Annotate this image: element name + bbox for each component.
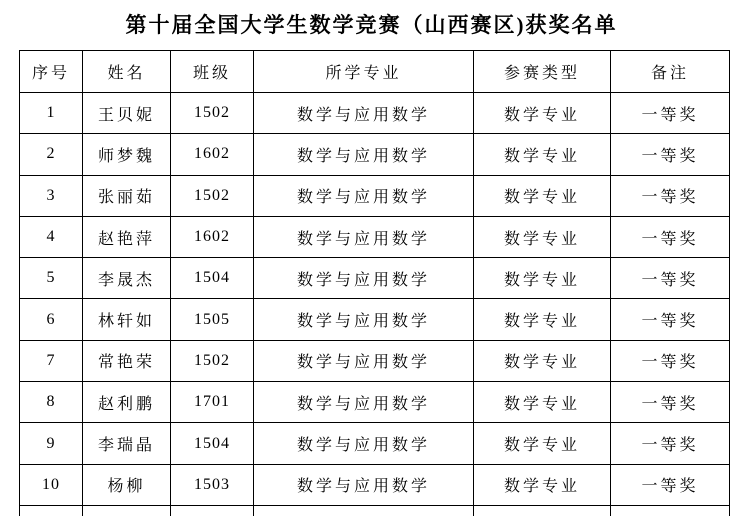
table-cell: 10: [20, 464, 83, 505]
header-row: [20, 51, 730, 93]
table-cell: 1502: [171, 340, 254, 381]
table-cell: 数学与应用数学: [254, 134, 474, 175]
table-cell: 一等奖: [611, 258, 730, 299]
header-cell: 参赛类型: [474, 51, 611, 93]
table-cell: 数学与应用数学: [254, 258, 474, 299]
table-cell: 数学专业: [474, 382, 611, 423]
table-cell: 张丽茹: [83, 175, 171, 216]
table-row: [20, 299, 730, 340]
table-cell: [611, 505, 730, 516]
table-row: [20, 258, 730, 299]
table-cell: 王贝妮: [83, 93, 171, 134]
table-cell: 杨柳: [83, 464, 171, 505]
table-cell: [171, 505, 254, 516]
table-cell: 7: [20, 340, 83, 381]
table-row-partial: [20, 505, 730, 516]
table-cell: 1505: [171, 299, 254, 340]
table-cell: 数学与应用数学: [254, 216, 474, 257]
table-cell: 8: [20, 382, 83, 423]
table-cell: 师梦魏: [83, 134, 171, 175]
table-cell: 1: [20, 93, 83, 134]
table-cell: 数学专业: [474, 258, 611, 299]
table-cell: 数学与应用数学: [254, 423, 474, 464]
table-row: [20, 93, 730, 134]
awards-table: [19, 50, 730, 516]
table-header: [20, 51, 730, 93]
table-row: [20, 423, 730, 464]
table-cell: 数学专业: [474, 423, 611, 464]
table-cell: 9: [20, 423, 83, 464]
table-cell: 数学专业: [474, 175, 611, 216]
table-cell: 一等奖: [611, 423, 730, 464]
header-cell: 班级: [171, 51, 254, 93]
table-cell: 数学与应用数学: [254, 382, 474, 423]
table-row: [20, 340, 730, 381]
table-cell: 4: [20, 216, 83, 257]
header-cell: 备注: [611, 51, 730, 93]
table-cell: 一等奖: [611, 93, 730, 134]
table-cell: 李瑞晶: [83, 423, 171, 464]
table-cell: 赵艳萍: [83, 216, 171, 257]
table-cell: 1602: [171, 134, 254, 175]
table-cell: [20, 505, 83, 516]
table-cell: 一等奖: [611, 175, 730, 216]
table-cell: 数学与应用数学: [254, 175, 474, 216]
table-cell: 1502: [171, 175, 254, 216]
table-cell: 一等奖: [611, 464, 730, 505]
table-cell: 6: [20, 299, 83, 340]
table-cell: 5: [20, 258, 83, 299]
table-cell: 2: [20, 134, 83, 175]
table-row: [20, 216, 730, 257]
table-cell: 1602: [171, 216, 254, 257]
table-cell: 一等奖: [611, 299, 730, 340]
table-cell: 数学专业: [474, 340, 611, 381]
table-cell: 1503: [171, 464, 254, 505]
table-cell: 数学专业: [474, 216, 611, 257]
table-cell: 一等奖: [611, 382, 730, 423]
header-cell: 姓名: [83, 51, 171, 93]
header-cell: 所学专业: [254, 51, 474, 93]
page-title: 第十届全国大学生数学竞赛（山西赛区)获奖名单: [125, 13, 618, 37]
table-cell: 林轩如: [83, 299, 171, 340]
table-cell: 数学专业: [474, 464, 611, 505]
table-cell: 数学专业: [474, 299, 611, 340]
table-cell: 数学与应用数学: [254, 464, 474, 505]
table-cell: 一等奖: [611, 216, 730, 257]
table-row: [20, 382, 730, 423]
table-cell: 李晟杰: [83, 258, 171, 299]
table-cell: 一等奖: [611, 340, 730, 381]
table-row: [20, 175, 730, 216]
header-cell: 序号: [20, 51, 83, 93]
table-row: [20, 464, 730, 505]
table-row: [20, 134, 730, 175]
table-cell: 数学专业: [474, 93, 611, 134]
table-cell: 数学专业: [474, 134, 611, 175]
table-cell: 数学与应用数学: [254, 299, 474, 340]
table-cell: 一等奖: [611, 134, 730, 175]
table-cell: 数学与应用数学: [254, 93, 474, 134]
table-cell: 1502: [171, 93, 254, 134]
table-cell: [474, 505, 611, 516]
table-cell: [254, 505, 474, 516]
table-cell: 1504: [171, 258, 254, 299]
table-cell: 1701: [171, 382, 254, 423]
table-body: [20, 93, 730, 516]
table-cell: 数学与应用数学: [254, 340, 474, 381]
table-cell: 3: [20, 175, 83, 216]
table-cell: [83, 505, 171, 516]
table-cell: 常艳荣: [83, 340, 171, 381]
table-cell: 1504: [171, 423, 254, 464]
table-cell: 赵利鹏: [83, 382, 171, 423]
